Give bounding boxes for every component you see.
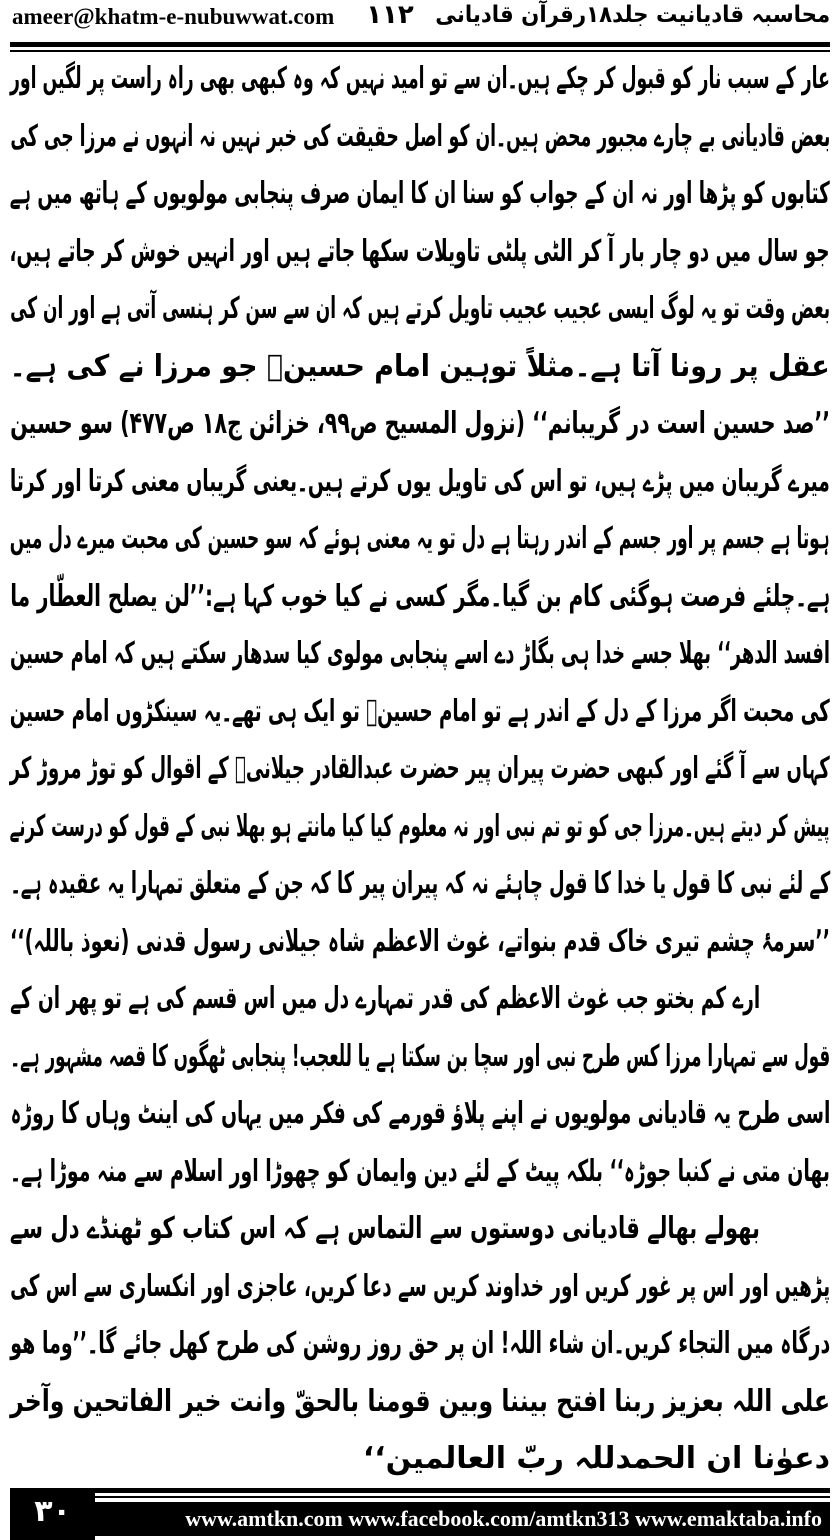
- text-line-content: درگاہ میں التجاء کریں۔ان شاء اللہ! ان پر حق روز روشن کی طرح کھل جائے گا۔’’وما ھو: [10, 1326, 830, 1361]
- text-line-content: ارے کم بختو جب غوث الاعظم کی قدر تمہارے دل میں اس قسم کی ہے تو پھر ان کے: [10, 981, 760, 1016]
- text-line-content: پیش کر دیتے ہیں۔مرزا جی کو تو تم نبی اور نہ معلوم کیا کیا مانتے ہو بھلا نبی کے قول کو درست کرنے: [10, 808, 830, 844]
- text-line-content: کتابوں کو پڑھا اور نہ ان کے جواب کو سنا ان کا ایمان صرف پنجابی مولویوں کے ہاتھ میں ہے: [10, 176, 830, 211]
- text-line-content: عقل پر رونا آتا ہے۔مثلاً توہین امام حسینؓ جو مرزا نے کی ہے۔: [10, 348, 830, 384]
- text-line: [10, 745, 830, 803]
- text-line-content: بعض قادیانی بے چارے مجبور محض ہیں۔ان کو اصل حقیقت کی خبر نہیں نہ انہوں نے مرزا جی کی: [10, 118, 830, 154]
- text-line-content: عار کے سبب نار کو قبول کر چکے ہیں۔ان سے تو امید نہیں کہ وہ کبھی بھی راہ راست پر لگیں اور: [10, 61, 830, 96]
- footer-rule-thin: [95, 1496, 830, 1498]
- page-body-text: [10, 55, 830, 1493]
- text-line-content: افسد الدھر‘‘ بھلا جسے خدا ہی بگاڑ دے اسے پنجابی مولوی کیا سدھار سکتے ہیں کہ امام حسین: [10, 636, 830, 671]
- header-rule-thick: [10, 42, 830, 47]
- text-line: [10, 975, 830, 1033]
- text-line: [10, 343, 830, 401]
- footer-links: www.amtkn.com www.facebook.com/amtkn313 www.emaktaba.info: [95, 1502, 830, 1536]
- text-line: [10, 1090, 830, 1148]
- header-book-title-box: [435, 2, 830, 28]
- text-line-content: ہوتا ہے جسم پر اور جسم کے اندر رہتا ہے دل تو یہ معنی ہوئے کہ سو حسین کی محبت میرے دل میں: [9, 521, 830, 556]
- text-line: [10, 1033, 830, 1091]
- text-line: [10, 170, 830, 228]
- header-email-box: [12, 4, 342, 30]
- text-line: [10, 515, 830, 573]
- header-email: ameer@khatm-e-nubuwwat.com: [12, 4, 335, 29]
- text-line-content: علی اللہ بعزیز ربنا افتح بیننا وبین قومنا بالحقّ وانت خیر الفاتحین وآخر: [10, 1383, 830, 1419]
- header-page-number: ۱۱۲: [366, 0, 414, 30]
- text-line: [10, 1320, 830, 1378]
- text-line: [10, 400, 830, 458]
- text-line: [10, 228, 830, 286]
- footer-rule-thick: [95, 1488, 830, 1493]
- text-line: [10, 285, 830, 343]
- text-line: [10, 573, 830, 631]
- text-line: [10, 860, 830, 918]
- text-line-content: جو سال میں دو چار بار آ کر الٹی پلٹی تاویلات سکھا جاتے ہیں اور انہیں خوش کر جاتے ہیں،: [10, 233, 830, 269]
- header-book-title: محاسبہ قادیانیت جلد۱۸رقرآن قادیانی: [435, 2, 830, 28]
- text-line: [10, 1205, 830, 1263]
- text-line: [10, 803, 830, 861]
- text-line-content: دعوٰنا ان الحمدللہ ربّ العالمین‘‘: [362, 1441, 830, 1476]
- text-line-content: ’’صد حسین است در گریبانم‘‘ (نزول المسیح ص۹۹، خزائن ج۱۸ ص۴۷۷) سو حسین: [10, 406, 830, 441]
- text-line-content: قول سے تمہارا مرزا کس طرح نبی اور سچا بن سکتا ہے یا للعجب! پنجابی ٹھگوں کا قصہ مشہور ہے۔: [10, 1038, 830, 1074]
- text-line: [10, 458, 830, 516]
- text-line-content: اسی طرح یہ قادیانی مولویوں نے اپنے پلاؤ قورمے کی فکر میں یہاں کی اینٹ وہاں کا روڑہ: [10, 1096, 830, 1131]
- footer-page-number: ۳۰: [10, 1488, 95, 1540]
- text-line-content: ’’سرمۂ چشم تیری خاک قدم بنواتے، غوث الاعظم شاہ جیلانی رسول قدنی (نعوذ باللہ)‘‘: [9, 923, 830, 959]
- text-line-content: کے لئے نبی کا قول یا خدا کا قول چاہئے نہ کہ پیران پیر کا کہ جن کے متعلق تمہارا یہ عقیدہ ہے۔: [10, 866, 830, 901]
- text-line: [10, 55, 830, 113]
- text-line-content: بھولے بھالے قادیانی دوستوں سے التماس ہے کہ اس کتاب کو ٹھنڈے دل سے: [9, 1211, 760, 1246]
- header-rule-thin: [10, 50, 830, 52]
- text-line-content: کہاں سے آ گئے اور کبھی حضرت پیران پیر حضرت عبدالقادر جیلانیؒ کے اقوال کو توڑ مروڑ کر: [10, 751, 830, 786]
- text-line-content: بعض وقت تو یہ لوگ ایسی عجیب عجیب تاویل کرتے ہیں کہ ان سے سن کر ہنسی آتی ہے اور ان کی: [10, 291, 830, 326]
- text-line-content: کی محبت اگر مرزا کے دل کے اندر ہے تو امام حسینؓ تو ایک ہی تھے۔یہ سینکڑوں امام حسین: [10, 693, 830, 729]
- text-line-content: ہے۔چلئے فرصت ہوگئی کام بن گیا۔مگر کسی نے کیا خوب کہا ہے:’’لن یصلح العطّار ما: [10, 578, 830, 614]
- text-line: [10, 1263, 830, 1321]
- text-line: [10, 1435, 830, 1493]
- text-line-content: بھان متی نے کنبا جوڑہ‘‘ بلکہ پیٹ کے لئے دین وایمان کو چھوڑا اور اسلام سے منہ موڑا ہے۔: [10, 1153, 830, 1189]
- text-line-content: میرے گریبان میں پڑے ہیں، تو اس کی تاویل یوں کرتے ہیں۔یعنی گریباں معنی کرتا اور کرتا: [10, 463, 830, 499]
- text-line: [10, 113, 830, 171]
- text-line: [10, 630, 830, 688]
- text-line: [10, 1378, 830, 1436]
- text-line-content: پڑھیں اور اس پر غور کریں اور خداوند کریں سے دعا کریں، عاجزی اور انکساری سے اس کی: [10, 1268, 830, 1304]
- text-line: [10, 1148, 830, 1206]
- text-line: [10, 688, 830, 746]
- text-line: [10, 918, 830, 976]
